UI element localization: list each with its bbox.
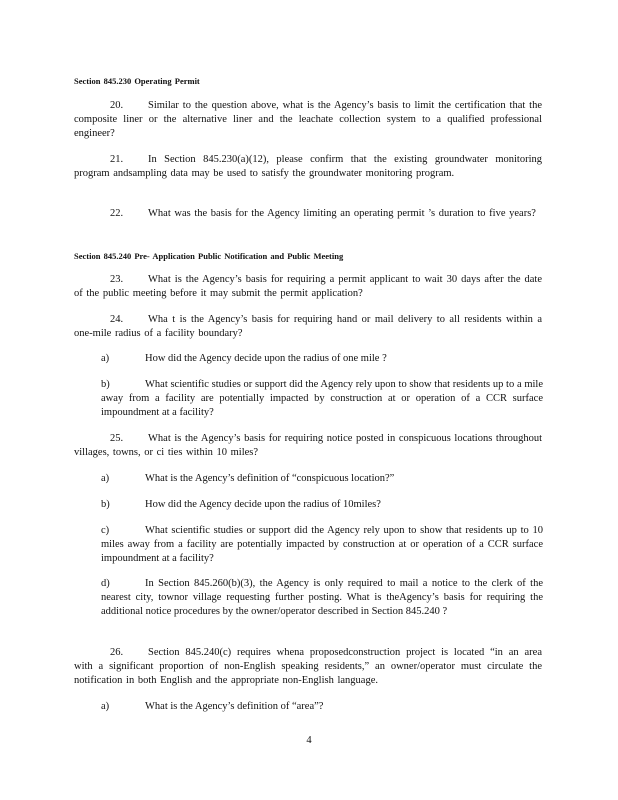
subquestion-label: a) (101, 473, 110, 484)
question-number: 22. (110, 208, 124, 219)
subquestion-text: In Section 845.260(b)(3), the Agency is only required to mail a notice to the clerk of the nearest city, townor village requesting further posting. What is theAgency’s basis for requiring the additional notice procedures by the owner/operator described in Section 845.240 ? (101, 578, 543, 617)
question-number: 25. (110, 433, 124, 444)
question-21 (74, 153, 542, 181)
subquestion-label: b) (101, 379, 110, 390)
subquestion-label: a) (101, 701, 110, 712)
question-20 (74, 99, 542, 141)
subquestion-label: a) (101, 353, 110, 364)
question-25d (101, 577, 543, 619)
question-text: Similar to the question above, what is the Agency’s basis to limit the certification that the composite liner or the alternative liner and the leachate collection system to a qualified professional engineer? (74, 100, 542, 139)
question-number: 26. (110, 647, 124, 658)
question-text: What is the Agency’s basis for requiring a permit applicant to wait 30 days after the date of the public meeting before it may submit the permit application? (74, 274, 542, 299)
question-24b (101, 378, 543, 420)
question-text: Section 845.240(c) requires whena proposedconstruction project is located “in an area with a significant proportion of non-English speaking residents,” an owner/operator must circulate the notification in both English and the appropriate non-English language. (74, 647, 542, 686)
subquestion-label: c) (101, 525, 110, 536)
subquestion-text: What scientific studies or support did the Agency rely upon to show that residents up to a mile away from a facility are potentially impacted by construction at or operation of a CCR surface impoundment at a facility? (101, 379, 543, 418)
subquestion-text: How did the Agency decide upon the radius of one mile ? (145, 353, 387, 364)
question-number: 20. (110, 100, 124, 111)
question-26a (101, 700, 543, 714)
question-22 (74, 207, 542, 221)
question-23 (74, 273, 542, 301)
question-25 (74, 432, 542, 460)
subquestion-text: What is the Agency’s definition of “conspicuous location?” (145, 473, 395, 484)
question-number: 21. (110, 154, 124, 165)
question-24a (101, 352, 543, 366)
subquestion-text: What is the Agency’s definition of “area”? (145, 701, 324, 712)
section-heading-845-240: Section 845.240 Pre- Application Public Notification and Public Meeting (74, 251, 344, 261)
question-text: What is the Agency’s basis for requiring notice posted in conspicuous locations throughout villages, towns, or ci ties within 10 miles? (74, 433, 543, 458)
subquestion-label: d) (101, 578, 110, 589)
question-text: In Section 845.230(a)(12), please confirm that the existing groundwater monitoring program andsampling data may be used to satisfy the groundwater monitoring program. (74, 154, 542, 179)
question-25c (101, 524, 543, 566)
question-25b (101, 498, 543, 512)
question-text: What was the basis for the Agency limiting an operating permit ’s duration to five years? (148, 208, 536, 219)
question-text: Wha t is the Agency’s basis for requiring hand or mail delivery to all residents within a one-mile radius of a facility boundary? (74, 314, 542, 339)
question-number: 23. (110, 274, 124, 285)
subquestion-label: b) (101, 499, 110, 510)
section-heading-845-230: Section 845.230 Operating Permit (74, 76, 200, 86)
subquestion-text: What scientific studies or support did the Agency rely upon to show that residents up to 10 miles away from a facility are potentially impacted by construction at or operation of a CCR surface impoundment at a facility? (101, 525, 543, 564)
subquestion-text: How did the Agency decide upon the radius of 10miles? (145, 499, 381, 510)
question-number: 24. (110, 314, 124, 325)
question-25a (101, 472, 543, 486)
question-24 (74, 313, 542, 341)
page-number: 4 (306, 735, 312, 746)
question-26 (74, 646, 542, 688)
